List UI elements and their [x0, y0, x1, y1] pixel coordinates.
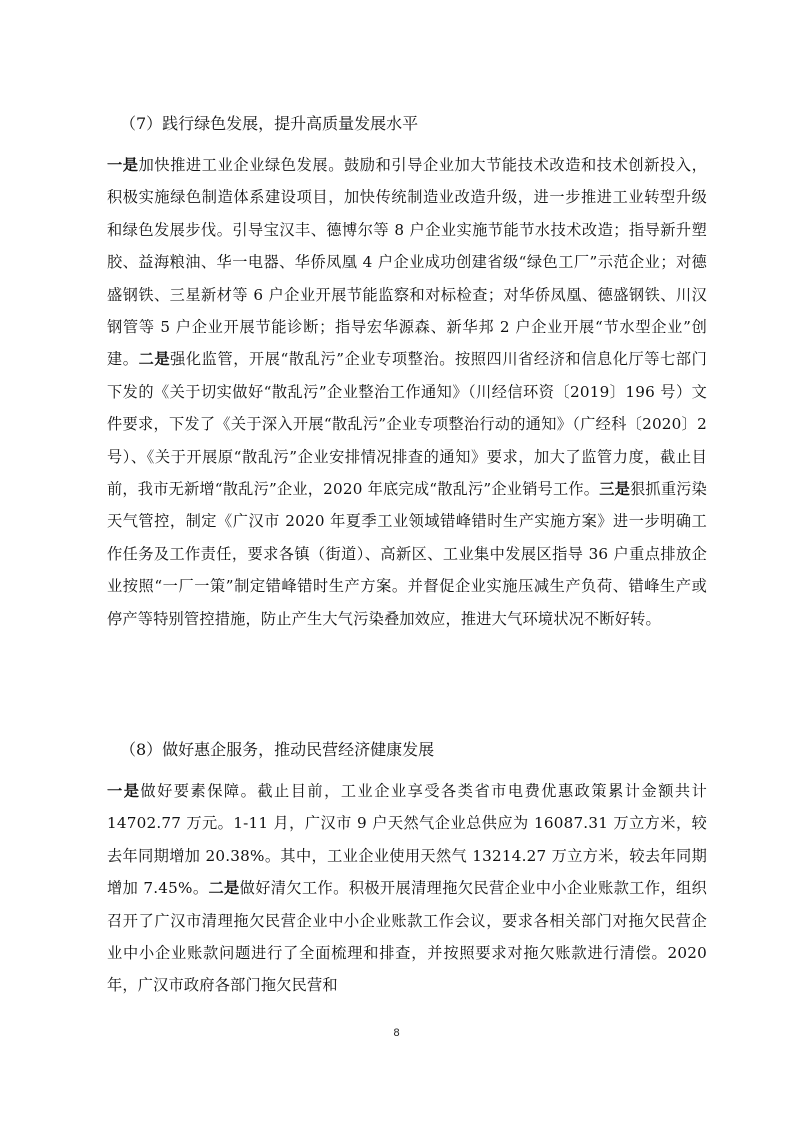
paragraph-lead-4: 一是: [107, 782, 141, 800]
paragraph-text-1c: 狠抓重污染天气管控，制定《广汉市 2020 年夏季工业领域错峰错时生产实施方案》进一步明确工作任务及工作责任，要求各镇（街道）、高新区、工业集中发展区指导 36 户重点排放企业按照“一厂一策”制定错峰错时生产方案。并督促企业实施压减生产负荷、错峰生产或停产等特别管控措施，防止产生大气污染叠加效应，推进大气环境状况不断好转。: [107, 480, 708, 628]
section-7-paragraph: [107, 149, 707, 635]
paragraph-lead-2: 二是: [138, 350, 171, 369]
paragraph-text-1b: 强化监管，开展“散乱污”企业专项整治。按照四川省经济和信息化厅等七部门下发的《关于切实做好“散乱污”企业整治工作通知》（川经信环资〔2019〕196 号）文件要求，下发了《关于深入开展“散乱污”企业专项整治行动的通知》（广经科〔2020〕2 号）、《关于开展原“散乱污”企业安排情况排查的通知》要求，加大了监管力度，截止目前，我市无新增“散乱污”企业，2020 年底完成“散乱污”企业销号工作。: [107, 350, 708, 499]
paragraph-text-2b: 做好清欠工作。积极开展清理拖欠民营企业中小企业账款工作，组织召开了广汉市清理拖欠民营企业中小企业账款工作会议，要求各相关部门对拖欠民营企业中小企业账款问题进行了全面梳理和排查，并按照要求对拖欠账款进行清偿。2020 年，广汉市政府各部门拖欠民营和: [107, 879, 708, 995]
section-8-heading: （8）做好惠企服务，推动民营经济健康发展: [120, 740, 435, 759]
section-7-heading: （7）践行绿色发展，提升高质量发展水平: [120, 114, 419, 133]
paragraph-text-1a: 加快推进工业企业绿色发展。鼓励和引导企业加大节能技术改造和技术创新投入，积极实施绿色制造体系建设项目，加快传统制造业改造升级，进一步推进工业转型升级和绿色发展步伐。引导宝汉丰、德博尔等 8 户企业实施节能节水技术改造；指导新升塑胶、益海粮油、华一电器、华侨凤凰 4 户企业成功创建省级“绿色工厂”示范企业；对德盛钢铁、三星新材等 6 户企业开展节能监察和对标检查；对华侨凤凰、德盛钢铁、川汉钢管等 5 户企业开展节能诊断；指导宏华源森、新华邦 2 户企业开展“节水型企业”创建。: [107, 156, 707, 369]
paragraph-lead-3: 三是: [599, 480, 631, 499]
section-8-paragraph: [107, 775, 707, 1002]
page-number: 8: [393, 1027, 400, 1039]
paragraph-lead-1: 一是: [107, 156, 139, 174]
paragraph-lead-5: 二是: [208, 879, 240, 898]
paragraph-text-2a: 做好要素保障。截止目前，工业企业享受各类省市电费优惠政策累计金额共计 14702.77 万元。1-11 月，广汉市 9 户天然气企业总供应为 16087.31 万立方米，较去年同期增加 20.38%。其中，工业企业使用天然气 13214.27 万立方米，较去年同期增加 7.45%。: [107, 782, 707, 898]
